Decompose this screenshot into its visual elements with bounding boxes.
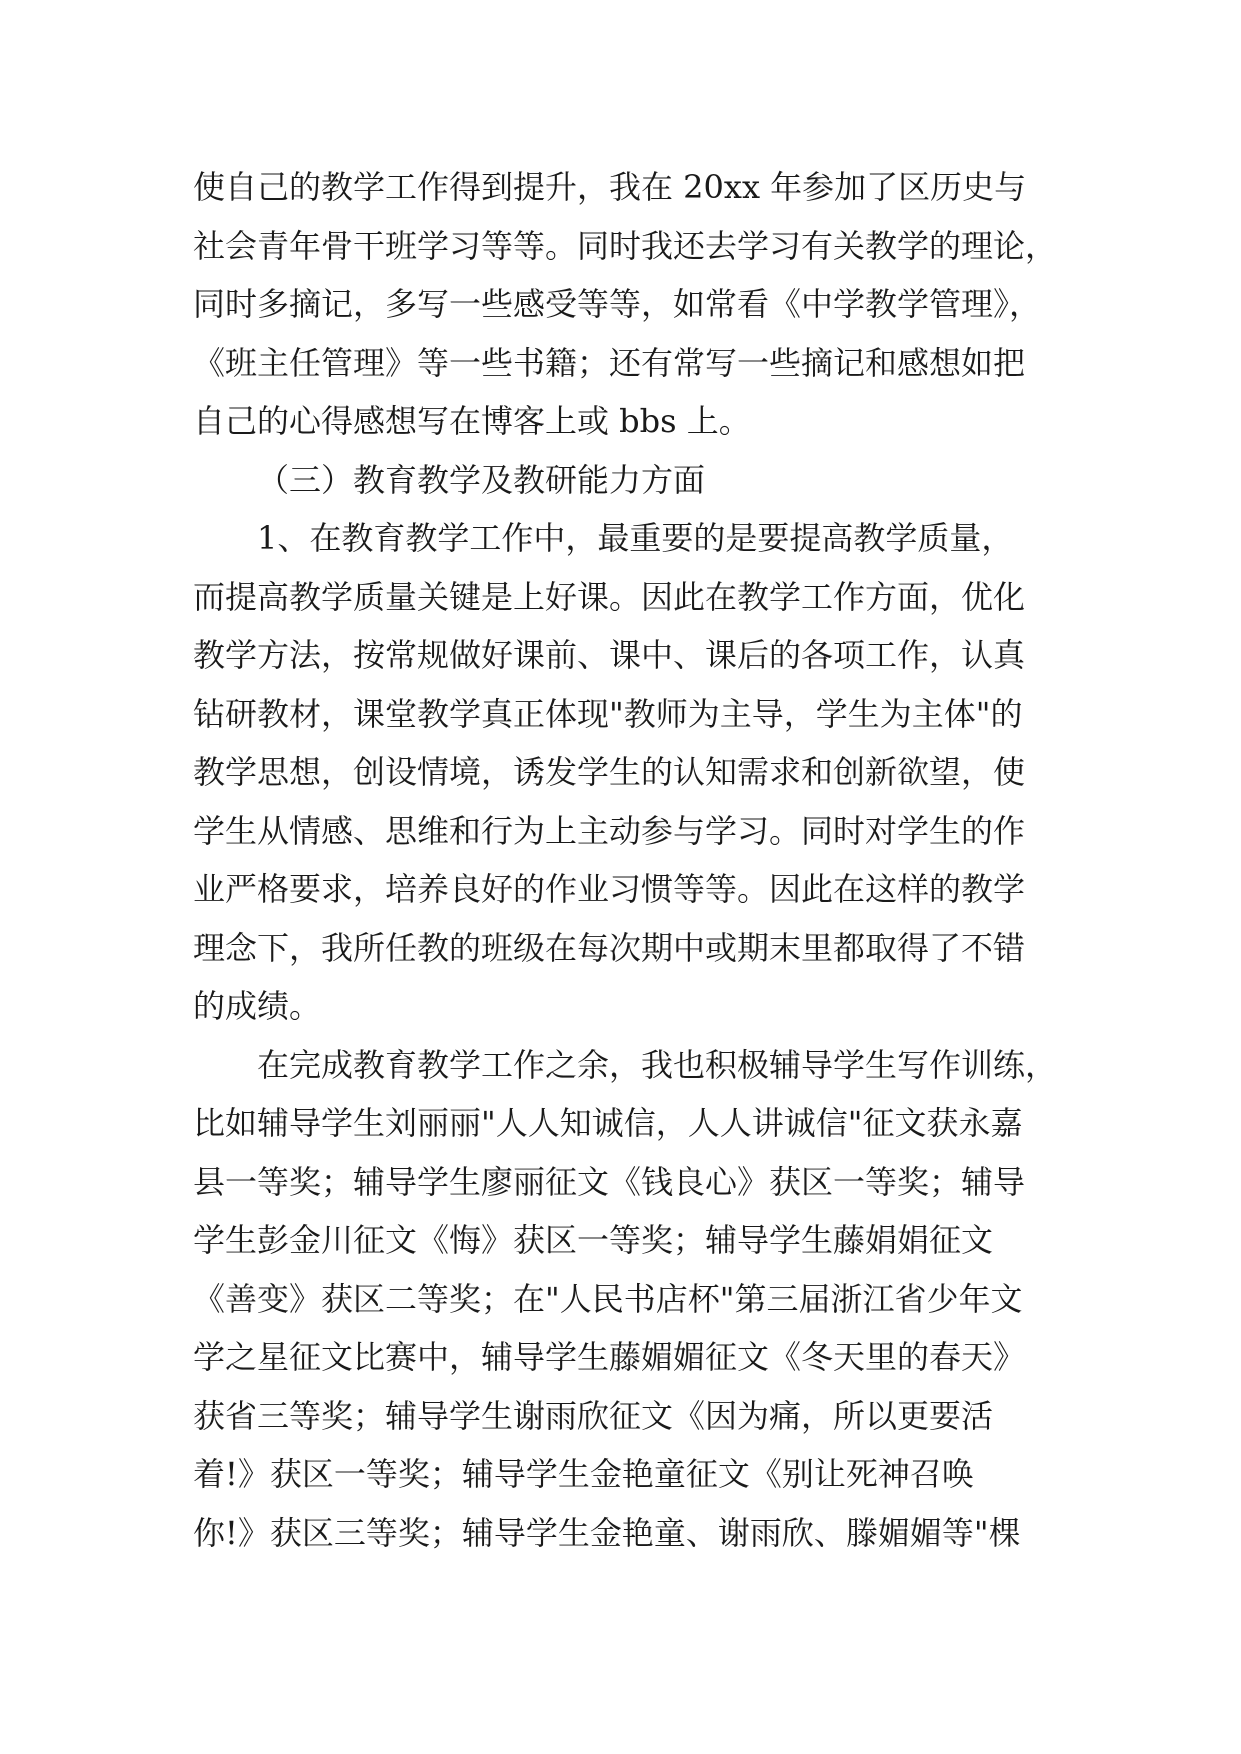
text-line: 获省三等奖；辅导学生谢雨欣征文《因为痛，所以更要活 (193, 1396, 994, 1435)
text-line: 《班主任管理》等一些书籍；还有常写一些摘记和感想如把 (193, 343, 1026, 382)
text-line: 学生从情感、思维和行为上主动参与学习。同时对学生的作 (193, 811, 1026, 850)
section-heading: （三）教育教学及教研能力方面 (257, 460, 706, 499)
text-line: 着!》获区一等奖；辅导学生金艳童征文《别让死神召唤 (193, 1455, 974, 1493)
text-line: 比如辅导学生刘丽丽"人人知诚信，人人讲诚信"征文获永嘉 (193, 1104, 1023, 1142)
text-line: 社会青年骨干班学习等等。同时我还去学习有关教学的理论， (193, 226, 1058, 265)
text-line: 教学方法，按常规做好课前、课中、课后的各项工作，认真 (193, 636, 1026, 674)
text-line: 县一等奖；辅导学生廖丽征文《钱良心》获区一等奖；辅导 (193, 1162, 1026, 1201)
text-line: 自己的心得感想写在博客上或 bbs 上。 (193, 402, 751, 440)
text-line: 学生彭金川征文《悔》获区一等奖；辅导学生藤娟娟征文 (193, 1221, 994, 1259)
text-line: 你!》获区三等奖；辅导学生金艳童、谢雨欣、滕媚媚等"棵 (193, 1513, 1021, 1552)
text-line: 的成绩。 (193, 987, 322, 1025)
text-line: 同时多摘记，多写一些感受等等，如常看《中学教学管理》， (193, 285, 1042, 323)
paragraph-first-line: 1、在教育教学工作中，最重要的是要提高教学质量， (257, 519, 1014, 557)
document-body (193, 158, 1073, 1562)
paragraph-first-line: 在完成教育教学工作之余，我也积极辅导学生写作训练， (257, 1045, 1058, 1084)
text-line: 业严格要求，培养良好的作业习惯等等。因此在这样的教学 (193, 870, 1026, 908)
text-line: 钻研教材，课堂教学真正体现"教师为主导，学生为主体"的 (193, 694, 1023, 733)
text-line: 教学思想，创设情境，诱发学生的认知需求和创新欲望，使 (193, 753, 1026, 791)
text-line: 学之星征文比赛中，辅导学生藤媚媚征文《冬天里的春天》 (193, 1338, 1026, 1376)
text-line: 使自己的教学工作得到提升，我在 20xx 年参加了区历史与 (193, 168, 1027, 206)
text-line: 而提高教学质量关键是上好课。因此在教学工作方面，优化 (193, 577, 1026, 616)
text-line: 《善变》获区二等奖；在"人民书店杯"第三届浙江省少年文 (193, 1279, 1023, 1318)
text-line: 理念下，我所任教的班级在每次期中或期末里都取得了不错 (193, 928, 1026, 967)
